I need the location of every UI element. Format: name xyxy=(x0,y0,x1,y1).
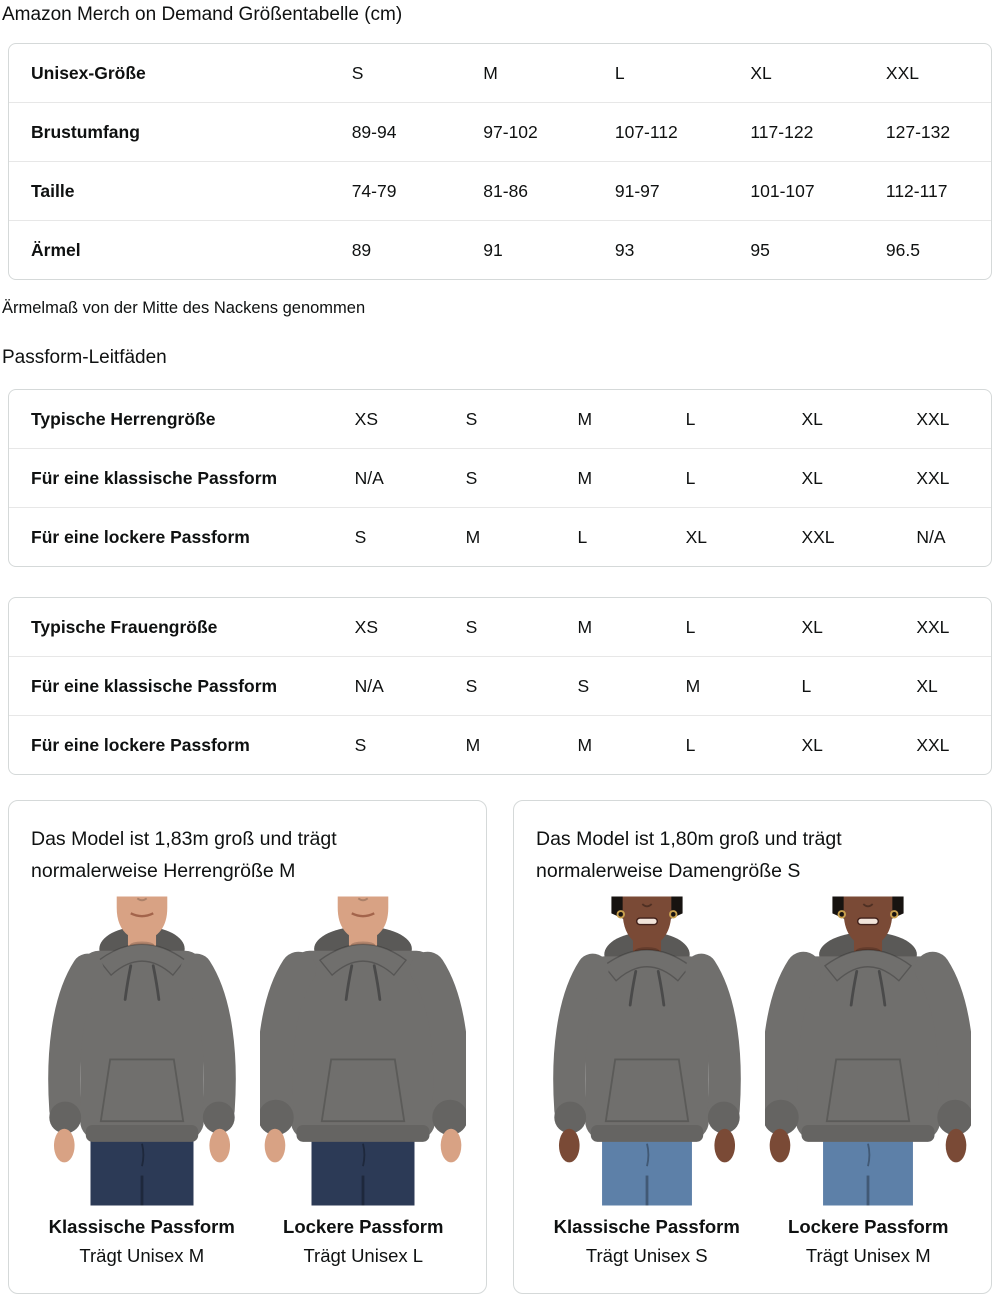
row-label: Für eine klassische Passform xyxy=(9,657,355,716)
fit-label: Lockere Passform xyxy=(283,1216,444,1237)
cell-value: XXL xyxy=(916,616,950,637)
cell-value: 93 xyxy=(615,221,751,280)
cell-value: L xyxy=(686,716,802,775)
model-card-men xyxy=(8,800,487,1294)
model-cards xyxy=(8,800,992,1294)
table-row-classic-fit xyxy=(9,449,991,508)
cell-value: L xyxy=(801,657,916,716)
table-row-loose-fit xyxy=(9,716,991,775)
cell-value: L xyxy=(685,408,696,429)
page xyxy=(0,3,1000,1294)
cell-value: M xyxy=(578,449,686,508)
row-label: Typische Frauengröße xyxy=(31,616,218,637)
table-row-sleeve xyxy=(9,221,991,280)
cell-value: 74-79 xyxy=(352,162,484,221)
cell-value: N/A xyxy=(916,508,991,567)
cell-value: 89 xyxy=(352,221,484,280)
table-row-waist xyxy=(9,162,991,221)
size-col-header: XL xyxy=(750,62,772,83)
table-row-typical-men xyxy=(9,390,991,449)
size-col-header: S xyxy=(351,62,364,83)
size-table xyxy=(8,43,992,280)
cell-value: N/A xyxy=(355,657,466,716)
sleeve-measure-note: Ärmelmaß von der Mitte des Nackens genommen xyxy=(2,299,366,317)
cell-value: S xyxy=(466,657,578,716)
size-label: Trägt Unisex L xyxy=(303,1245,424,1266)
size-col-header: M xyxy=(483,62,498,83)
model-loose-fit xyxy=(253,896,475,1268)
size-table-header-row xyxy=(9,44,991,103)
cell-value: 107-112 xyxy=(615,103,751,162)
row-label: Für eine lockere Passform xyxy=(9,716,355,775)
cell-value: N/A xyxy=(355,449,466,508)
row-label: Für eine lockere Passform xyxy=(9,508,355,567)
cell-value: M xyxy=(686,657,802,716)
cell-value: 91 xyxy=(483,221,615,280)
cell-value: 112-117 xyxy=(886,162,991,221)
cell-value: M xyxy=(466,508,578,567)
table-row-typical-women xyxy=(9,598,991,657)
cell-value: M xyxy=(577,616,593,637)
cell-value: 89-94 xyxy=(352,103,484,162)
cell-value: 81-86 xyxy=(483,162,615,221)
cell-value: XXL xyxy=(916,449,991,508)
cell-value: S xyxy=(465,408,478,429)
model-card-women xyxy=(513,800,992,1294)
row-label: Für eine klassische Passform xyxy=(9,449,355,508)
cell-value: 101-107 xyxy=(750,162,886,221)
fit-label: Klassische Passform xyxy=(553,1216,740,1237)
size-label: Trägt Unisex M xyxy=(805,1245,931,1266)
size-table-header-label: Unisex-Größe xyxy=(31,62,146,83)
model-photo xyxy=(544,896,750,1206)
table-row-classic-fit xyxy=(9,657,991,716)
size-col-header: XXL xyxy=(885,62,919,83)
cell-value: XL xyxy=(801,449,916,508)
cell-value: XXL xyxy=(801,508,916,567)
card-description: Das Model ist 1,83m groß und trägt normalerweise Herrengröße M xyxy=(31,828,337,882)
fit-guides-title: Passform-Leitfäden xyxy=(2,347,167,368)
women-fit-table xyxy=(8,597,992,775)
cell-value: S xyxy=(355,716,466,775)
cell-value: S xyxy=(578,657,686,716)
cell-value: XS xyxy=(354,408,379,429)
model-photo xyxy=(260,896,466,1206)
model-photo xyxy=(39,896,245,1206)
cell-value: XL xyxy=(686,508,802,567)
model-loose-fit xyxy=(758,896,980,1268)
size-col-header: L xyxy=(614,62,625,83)
cell-value: 117-122 xyxy=(750,103,886,162)
cell-value: XS xyxy=(354,616,379,637)
cell-value: M xyxy=(578,716,686,775)
row-label: Typische Herrengröße xyxy=(31,408,216,429)
size-label: Trägt Unisex M xyxy=(79,1245,205,1266)
cell-value: 96.5 xyxy=(886,221,991,280)
cell-value: S xyxy=(466,449,578,508)
cell-value: L xyxy=(685,616,696,637)
row-label: Ärmel xyxy=(9,221,352,280)
model-classic-fit xyxy=(31,896,253,1268)
cell-value: XL xyxy=(801,716,916,775)
cell-value: L xyxy=(578,508,686,567)
table-row-loose-fit xyxy=(9,508,991,567)
men-fit-table xyxy=(8,389,992,567)
cell-value: XL xyxy=(801,616,823,637)
cell-value: L xyxy=(686,449,802,508)
size-label: Trägt Unisex S xyxy=(585,1245,708,1266)
card-description: Das Model ist 1,80m groß und trägt normalerweise Damengröße S xyxy=(536,828,842,882)
cell-value: 127-132 xyxy=(886,103,991,162)
cell-value: 91-97 xyxy=(615,162,751,221)
table-row-chest xyxy=(9,103,991,162)
page-title: Amazon Merch on Demand Größentabelle (cm) xyxy=(2,4,403,25)
fit-label: Lockere Passform xyxy=(788,1216,949,1237)
cell-value: XXL xyxy=(916,408,950,429)
cell-value: 97-102 xyxy=(483,103,615,162)
cell-value: M xyxy=(577,408,593,429)
cell-value: 95 xyxy=(750,221,886,280)
cell-value: S xyxy=(465,616,478,637)
cell-value: S xyxy=(355,508,466,567)
model-photo xyxy=(765,896,971,1206)
fit-label: Klassische Passform xyxy=(48,1216,235,1237)
cell-value: M xyxy=(466,716,578,775)
model-classic-fit xyxy=(536,896,758,1268)
row-label: Brustumfang xyxy=(9,103,352,162)
cell-value: XL xyxy=(916,657,991,716)
row-label: Taille xyxy=(9,162,352,221)
cell-value: XL xyxy=(801,408,823,429)
cell-value: XXL xyxy=(916,716,991,775)
